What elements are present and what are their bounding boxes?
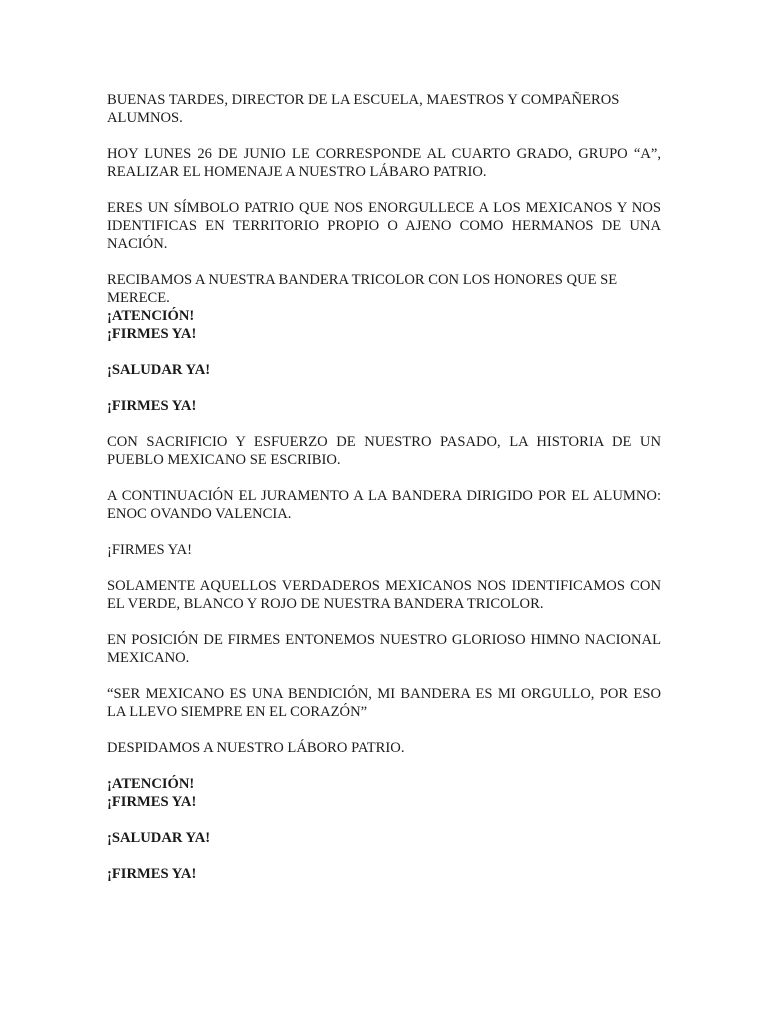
command-firmes: ¡FIRMES YA!	[107, 326, 197, 342]
paragraph-greeting: BUENAS TARDES, DIRECTOR DE LA ESCUELA, MAESTROS Y COMPAÑEROS ALUMNOS.	[107, 92, 620, 126]
command-atencion: ¡ATENCIÓN!	[107, 308, 195, 324]
command-firmes: ¡FIRMES YA!	[107, 398, 197, 414]
command-firmes: ¡FIRMES YA!	[107, 866, 197, 882]
paragraph-solamente: SOLAMENTE AQUELLOS VERDADEROS MEXICANOS NOS IDENTIFICAMOS CON EL VERDE, BLANCO Y ROJO DE NUESTRA BANDERA TRICOLOR.	[107, 578, 661, 612]
command-saludar: ¡SALUDAR YA!	[107, 362, 211, 378]
paragraph-despedida: DESPIDAMOS A NUESTRO LÁBORO PATRIO.	[107, 740, 405, 756]
paragraph-recibamos: RECIBAMOS A NUESTRA BANDERA TRICOLOR CON LOS HONORES QUE SE MERECE.	[107, 272, 618, 306]
command-firmes: ¡FIRMES YA!	[107, 794, 197, 810]
paragraph-quote: “SER MEXICANO ES UNA BENDICIÓN, MI BANDERA ES MI ORGULLO, POR ESO LA LLEVO SIEMPRE EN EL CORAZÓN”	[107, 686, 661, 720]
document-page	[107, 91, 661, 883]
paragraph-symbol: ERES UN SÍMBOLO PATRIO QUE NOS ENORGULLECE A LOS MEXICANOS Y NOS IDENTIFICAS EN TERRITORIO PROPIO O AJENO COMO HERMANOS DE UNA NACIÓN.	[107, 200, 661, 252]
paragraph-juramento: A CONTINUACIÓN EL JURAMENTO A LA BANDERA DIRIGIDO POR EL ALUMNO: ENOC OVANDO VALENCIA.	[107, 488, 661, 522]
command-firmes-plain: ¡FIRMES YA!	[107, 542, 193, 558]
paragraph-announcement: HOY LUNES 26 DE JUNIO LE CORRESPONDE AL CUARTO GRADO, GRUPO “A”, REALIZAR EL HOMENAJE A NUESTRO LÁBARO PATRIO.	[107, 146, 661, 180]
command-saludar: ¡SALUDAR YA!	[107, 830, 211, 846]
paragraph-sacrificio: CON SACRIFICIO Y ESFUERZO DE NUESTRO PASADO, LA HISTORIA DE UN PUEBLO MEXICANO SE ESCRIBIO.	[107, 434, 661, 468]
paragraph-himno: EN POSICIÓN DE FIRMES ENTONEMOS NUESTRO GLORIOSO HIMNO NACIONAL MEXICANO.	[107, 632, 661, 666]
command-atencion: ¡ATENCIÓN!	[107, 776, 195, 792]
